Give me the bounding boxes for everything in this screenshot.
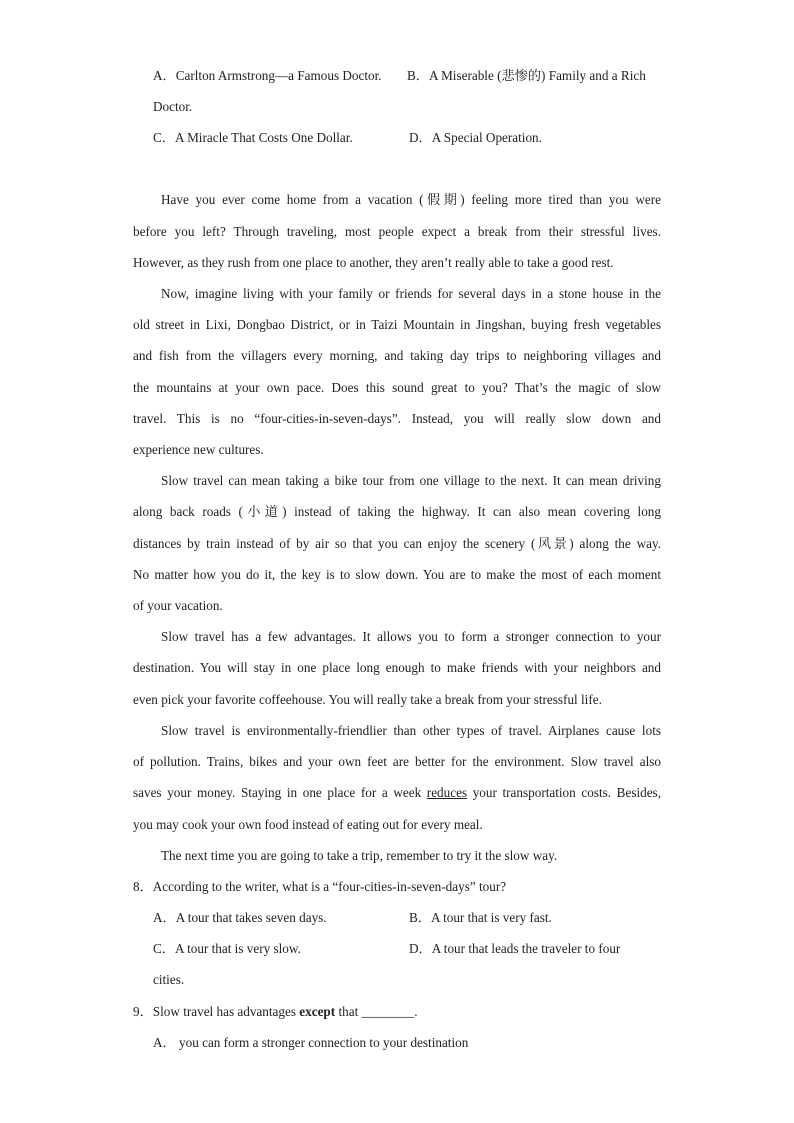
passage-p3-line-5: of your vacation. [133,598,223,613]
passage-p2-line-3: and fish from the villagers every morning, and taking day trips to neighboring villages and [133,348,661,363]
passage-p4-line-1: Slow travel has a few advantages. It allows you to form a stronger connection to your [161,629,661,644]
q9-stem-end: that ________. [335,1004,418,1019]
q9-option-a: A． you can form a stronger connection to your destination [153,1035,469,1050]
passage-p5-line-3-start: saves your money. Staying in one place for a week [133,785,427,800]
q8-option-b: B．A tour that is very fast. [409,910,552,925]
q8-option-c: C．A tour that is very slow. [153,941,301,956]
passage-p3-line-2: along back roads (小道) instead of taking the highway. It can also mean covering long [133,504,661,519]
passage-p2-line-2: old street in Lixi, Dongbao District, or in Taizi Mountain in Jingshan, buying fresh vegetables [133,317,661,332]
q7-option-a: A．Carlton Armstrong—a Famous Doctor. [153,68,382,83]
passage-p2-line-6: experience new cultures. [133,442,264,457]
passage-p6: The next time you are going to take a trip, remember to try it the slow way. [161,848,558,863]
passage-p2-line-1: Now, imagine living with your family or friends for several days in a stone house in the [161,286,661,301]
passage-p2-line-5: travel. This is no “four-cities-in-seven-days”. Instead, you will really slow down and [133,411,661,426]
q9-stem [133,1004,418,1020]
q9-stem-emphasis: except [299,1004,336,1019]
passage-p1-line-1: Have you ever come home from a vacation (假期) feeling more tired than you were [161,192,661,207]
underlined-word-reduces: reduces [426,785,468,800]
passage-p2-line-4: the mountains at your own pace. Does this sound great to you? That’s the magic of slow [133,380,661,395]
q8-option-d: D．A tour that leads the traveler to four [409,941,621,956]
passage-p4-line-2: destination. You will stay in one place long enough to make friends with your neighbors and [133,660,661,675]
passage-p5-line-2: of pollution. Trains, bikes and your own feet are better for the environment. Slow travel also [133,754,661,769]
passage-p3-line-4: No matter how you do it, the key is to slow down. You are to make the most of each moment [133,567,661,582]
passage-p5-line-3-end: your transportation costs. Besides, [467,785,661,800]
q8-stem: 8．According to the writer, what is a “four-cities-in-seven-days” tour? [133,879,507,894]
passage-p1-line-3: However, as they rush from one place to another, they aren’t really able to take a good rest. [133,255,614,270]
passage-p3-line-3: distances by train instead of by air so that you can enjoy the scenery (风景) along the way. [133,536,661,551]
q7-option-b-continued: Doctor. [153,99,193,114]
q8-option-a: A．A tour that takes seven days. [153,910,327,925]
passage-p3-line-1: Slow travel can mean taking a bike tour from one village to the next. It can mean driving [161,473,661,488]
passage-p5-line-4: you may cook your own food instead of eating out for every meal. [133,817,483,832]
passage-p1-line-2: before you left? Through traveling, most people expect a break from their stressful lives. [133,224,661,239]
q7-option-d: D．A Special Operation. [409,130,542,145]
q7-option-b: B．A Miserable (悲惨的) Family and a Rich [407,68,646,83]
q9-stem-start: 9．Slow travel has advantages [133,1004,300,1019]
passage-p4-line-3: even pick your favorite coffeehouse. You will really take a break from your stressful life. [133,692,602,707]
q8-option-d-continued: cities. [153,972,185,987]
q7-option-c: C．A Miracle That Costs One Dollar. [153,130,353,145]
passage-p5-line-3 [133,785,661,801]
passage-p5-line-1: Slow travel is environmentally-friendlier than other types of travel. Airplanes cause lots [161,723,661,738]
